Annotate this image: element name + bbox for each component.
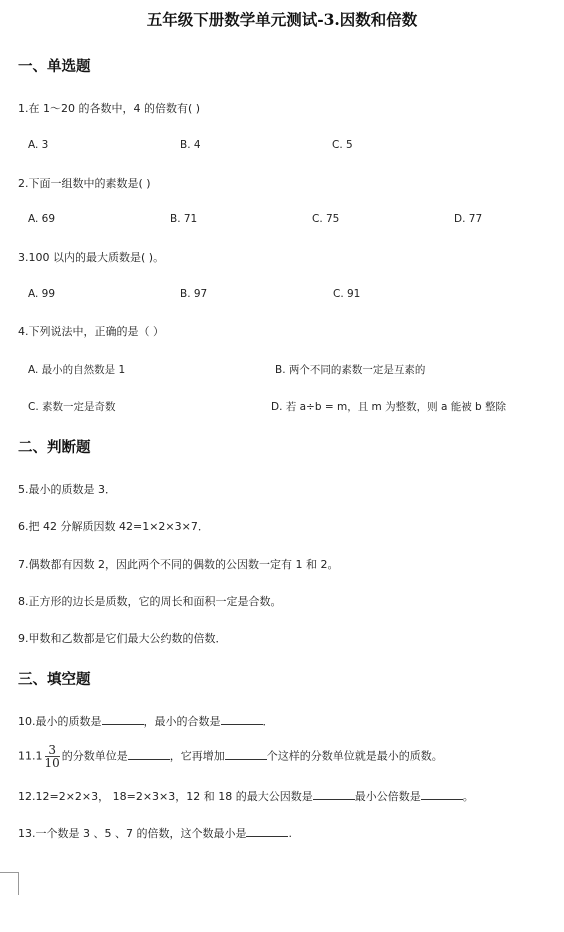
q10-text-b: ，最小的合数是 xyxy=(143,715,221,728)
q13-text-b: . xyxy=(288,827,292,840)
q11-text-c: ，它再增加 xyxy=(169,749,225,763)
q10-text-a: 10.最小的质数是 xyxy=(18,715,102,728)
question-7: 7.偶数都有因数 2，因此两个不同的偶数的公因数一定有 1 和 2。 xyxy=(18,558,339,571)
q2-option-c: C. 75 xyxy=(312,213,340,225)
page-title: 五年级下册数学单元测试-3.因数和倍数 xyxy=(146,10,418,29)
q12-text-c: 。 xyxy=(462,790,474,803)
question-12 xyxy=(18,788,474,804)
question-5: 5.最小的质数是 3． xyxy=(18,483,116,496)
question-13 xyxy=(18,825,292,841)
q4-option-c: C. 素数一定是奇数 xyxy=(28,401,116,413)
question-9: 9.甲数和乙数都是它们最大公约数的倍数． xyxy=(18,632,227,645)
question-10 xyxy=(18,713,274,729)
q13-text-a: 13.一个数是 3 、5 、7 的倍数，这个数最小是 xyxy=(18,827,247,840)
answer-blank[interactable] xyxy=(128,749,170,760)
q12-text-a: 12.12=2×2×3， 18=2×3×3，12 和 18 的最大公因数是 xyxy=(18,790,313,803)
fraction-numerator: 3 xyxy=(45,744,60,757)
q3-option-c: C. 91 xyxy=(333,288,361,300)
answer-blank[interactable] xyxy=(246,826,288,837)
q4-option-a: A. 最小的自然数是 1 xyxy=(28,364,126,376)
page-corner-mark xyxy=(0,872,19,895)
q11-text-b: 的分数单位是 xyxy=(61,749,128,763)
fraction xyxy=(45,744,60,769)
q1-option-b: B. 4 xyxy=(180,139,201,151)
answer-blank[interactable] xyxy=(225,749,267,760)
answer-blank[interactable] xyxy=(421,789,463,800)
section-heading-single-choice: 一、单选题 xyxy=(18,58,91,75)
question-2: 2.下面一组数中的素数是( ) xyxy=(18,177,151,190)
q3-option-b: B. 97 xyxy=(180,288,208,300)
answer-blank[interactable] xyxy=(102,714,144,725)
question-6: 6.把 42 分解质因数 42=1×2×3×7． xyxy=(18,520,209,533)
question-4: 4.下列说法中，正确的是（ ） xyxy=(18,325,164,338)
q10-text-c: ． xyxy=(262,715,274,728)
q2-option-a: A. 69 xyxy=(28,213,56,225)
answer-blank[interactable] xyxy=(313,789,355,800)
question-1: 1.在 1～20 的各数中，4 的倍数有( ) xyxy=(18,102,201,115)
section-heading-true-false: 二、判断题 xyxy=(18,439,91,456)
q2-option-d: D. 77 xyxy=(454,213,483,225)
question-8: 8.正方形的边长是质数，它的周长和面积一定是合数。 xyxy=(18,595,282,608)
q11-text-a: 11.1 xyxy=(18,749,43,763)
q11-text-d: 个这样的分数单位就是最小的质数。 xyxy=(266,749,443,763)
q3-option-a: A. 99 xyxy=(28,288,56,300)
answer-blank[interactable] xyxy=(221,714,263,725)
q2-option-b: B. 71 xyxy=(170,213,198,225)
fraction-denominator: 10 xyxy=(44,756,60,770)
section-heading-fill-in: 三、填空题 xyxy=(18,671,91,688)
question-11 xyxy=(18,744,443,769)
q4-option-d: D. 若 a÷b = m，且 m 为整数，则 a 能被 b 整除 xyxy=(271,401,507,413)
q1-option-a: A. 3 xyxy=(28,139,49,151)
q12-text-b: 最小公倍数是 xyxy=(354,790,421,803)
q4-option-b: B. 两个不同的素数一定是互素的 xyxy=(275,364,426,376)
q1-option-c: C. 5 xyxy=(332,139,353,151)
question-3: 3.100 以内的最大质数是( )。 xyxy=(18,251,165,264)
